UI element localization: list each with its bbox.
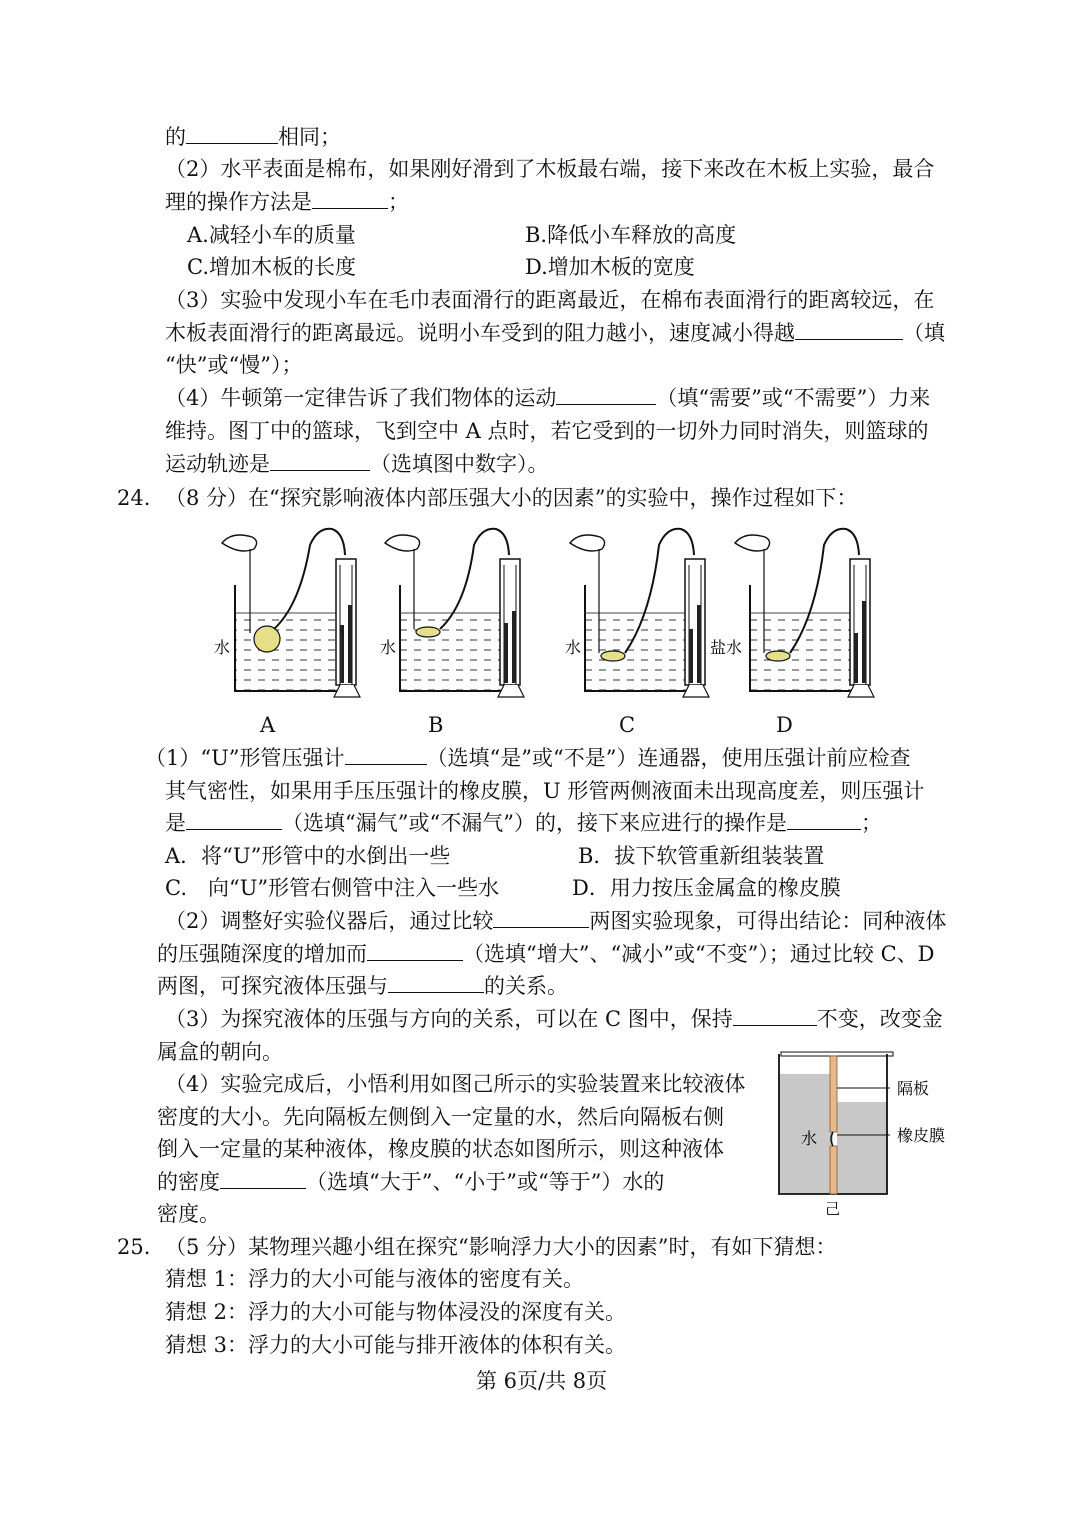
q24-part1-line3: 是 （选填“漏气”或“不漏气”）的，接下来应进行的操作是 ；: [165, 811, 882, 835]
answer-blank[interactable]: [312, 188, 388, 209]
partition-label: 隔板: [897, 1079, 930, 1098]
q25-intro: （5 分）某物理兴趣小组在探究“影响浮力大小的因素”时，有如下猜想：: [165, 1235, 837, 1259]
q23-line0: 的 相同；: [165, 125, 341, 149]
answer-blank[interactable]: [367, 940, 463, 961]
probe-icon: [416, 627, 440, 637]
q24-intro: （8 分）在“探究影响液体内部压强大小的因素”的实验中，操作过程如下：: [165, 486, 858, 510]
fig-label-c: C: [619, 713, 636, 737]
q23-option-d: D.增加木板的宽度: [525, 255, 695, 279]
q25-guess-2: 猜想 2：浮力的大小可能与物体浸没的深度有关。: [165, 1300, 627, 1324]
q23-part3-line1: （3）实验中发现小车在毛巾表面滑行的距离最近，在棉布表面滑行的距离较远，在: [165, 288, 935, 312]
q23-part4-line3: 运动轨迹是 （选填图中数字）。: [165, 452, 549, 476]
q24-part3-line2: 属盒的朝向。: [157, 1040, 283, 1064]
saltwater-label-d: 盐水: [710, 638, 743, 657]
q23-option-a: A.减轻小车的质量: [187, 223, 356, 247]
water-label-b: 水: [380, 638, 397, 657]
fig-label-b: B: [428, 713, 444, 737]
water-label-fig2: 水: [801, 1129, 818, 1148]
partition: [830, 1056, 837, 1132]
water-label-a: 水: [214, 638, 231, 657]
q23-part3-line2: 木板表面滑行的距离最远。说明小车受到的阻力越小，速度减小得越 （填: [165, 321, 945, 345]
q24-part1-line1: （1）“U”形管压强计 （选填“是”或“不是”）连通器，使用压强计前应检查: [145, 746, 911, 770]
q25-guess-3: 猜想 3：浮力的大小可能与排开液体的体积有关。: [165, 1333, 627, 1357]
q23-part4-line2: 维持。图丁中的篮球，飞到空中 A 点时，若它受到的一切外力同时消失，则篮球的: [165, 419, 929, 443]
hand-icon: [735, 535, 770, 551]
apparatus-b: [380, 529, 524, 697]
q24-part4-line3: 倒入一定量的某种液体，橡皮膜的状态如图所示，则这种液体: [157, 1137, 724, 1161]
answer-blank[interactable]: [186, 123, 278, 144]
probe-icon: [766, 651, 790, 661]
page-footer: 第 6页/共 8页: [476, 1369, 608, 1393]
q24-part1-line2: 其气密性，如果用手压压强计的橡皮膜，U 形管两侧液面未出现高度差，则压强计: [165, 779, 925, 803]
answer-blank[interactable]: [795, 319, 903, 340]
answer-blank[interactable]: [787, 809, 861, 830]
q24-part3-line1: （3）为探究液体的压强与方向的关系，可以在 C 图中，保持 不变，改变金: [165, 1007, 943, 1031]
q24-number: 24.: [117, 486, 151, 510]
fig-label-a: A: [260, 713, 276, 737]
fig2-caption: 己: [825, 1200, 841, 1218]
hand-icon: [570, 535, 605, 551]
q23-part4-line1: （4）牛顿第一定律告诉了我们物体的运动 （填“需要”或“不需要”）力来: [165, 386, 931, 410]
q25-guess-1: 猜想 1：浮力的大小可能与液体的密度有关。: [165, 1267, 585, 1291]
q25-number: 25.: [117, 1235, 151, 1259]
apparatus-d: [710, 529, 874, 697]
q24-part4-line2: 密度的大小。先向隔板左侧倒入一定量的水，然后向隔板右侧: [157, 1105, 724, 1129]
q24-part2-line2: 的压强随深度的增加而 （选填“增大”、“减小”或“不变”）；通过比较 C、D: [157, 942, 935, 966]
membrane-label: 橡皮膜: [897, 1126, 946, 1145]
q24-part2-line3: 两图，可探究液体压强与 的关系。: [157, 974, 568, 998]
q24-option-b: B．拔下软管重新组装装置: [578, 844, 825, 868]
answer-blank[interactable]: [556, 384, 656, 405]
q23-option-c: C.增加木板的长度: [187, 255, 356, 279]
partition-container-figure: [775, 1048, 975, 1220]
probe-icon: [601, 651, 625, 661]
q23-part2-line1: （2）水平表面是棉布，如果刚好滑到了木板最右端，接下来改在木板上实验，最合: [165, 157, 935, 181]
answer-blank[interactable]: [270, 450, 370, 471]
q24-part2-line1: （2）调整好实验仪器后，通过比较 两图实验现象，可得出结论：同种液体: [165, 909, 947, 933]
q23-part2-line2: 理的操作方法是 ；: [165, 190, 409, 214]
apparatus-a: [214, 529, 360, 697]
answer-blank[interactable]: [733, 1005, 817, 1026]
q24-part4-line1: （4）实验完成后，小悟利用如图己所示的实验装置来比较液体: [165, 1072, 746, 1096]
answer-blank[interactable]: [388, 972, 484, 993]
answer-blank[interactable]: [220, 1168, 306, 1189]
probe-icon: [254, 626, 280, 652]
water-label-c: 水: [565, 638, 582, 657]
answer-blank[interactable]: [493, 907, 589, 928]
hand-icon: [385, 535, 420, 551]
fig-label-d: D: [776, 713, 793, 737]
q24-part4-line4: 的密度 （选填“大于”、“小于”或“等于”）水的: [157, 1170, 665, 1194]
answer-blank[interactable]: [186, 809, 282, 830]
q23-part3-line3: “快”或“慢”）；: [165, 353, 303, 377]
q24-part4-line5: 密度。: [157, 1202, 220, 1226]
answer-blank[interactable]: [345, 744, 427, 765]
pressure-gauge-figure: [200, 525, 880, 705]
hand-icon: [222, 535, 257, 551]
q24-option-c: C. 向“U”形管右侧管中注入一些水: [165, 876, 500, 900]
q23-option-b: B.降低小车释放的高度: [525, 223, 737, 247]
q24-option-a: A．将“U”形管中的水倒出一些: [165, 844, 451, 868]
q24-option-d: D．用力按压金属盒的橡皮膜: [572, 876, 841, 900]
apparatus-c: [565, 529, 709, 697]
